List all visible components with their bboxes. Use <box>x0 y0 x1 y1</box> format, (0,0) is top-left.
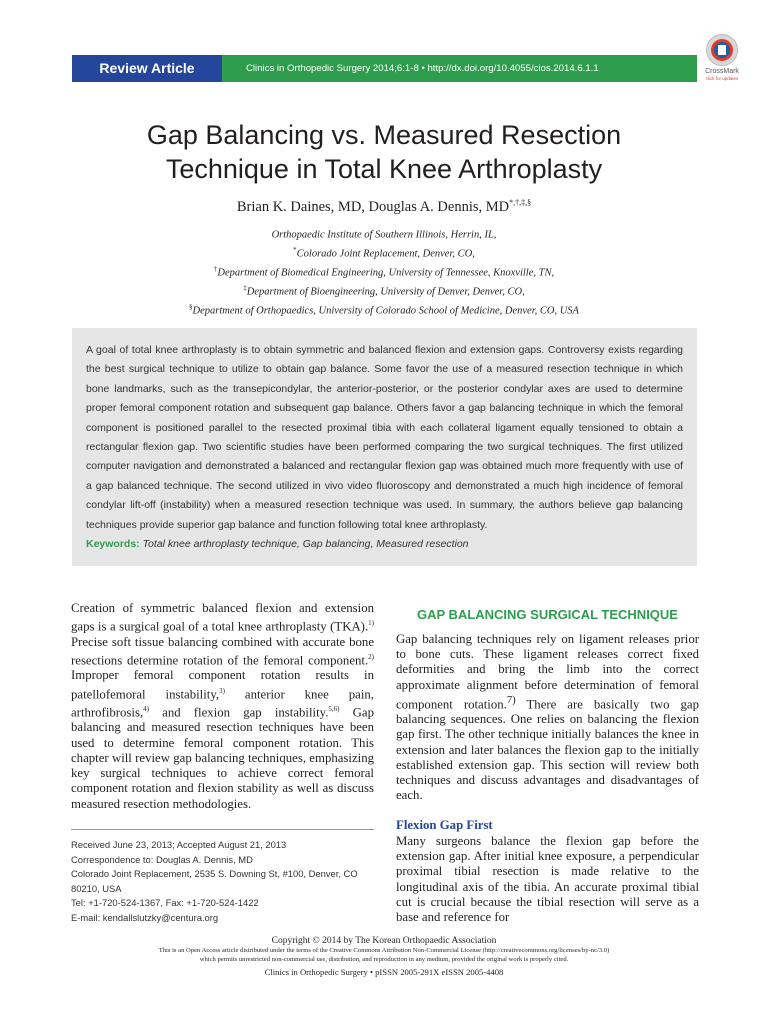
correspondence-email[interactable]: E-mail: kendallslutzky@centura.org <box>71 911 219 923</box>
section-paragraph: Gap balancing techniques rely on ligament releases prior to bone cuts. These ligament releases correct fixed deformities and bring the limb into the correct approximate alignment before determination of femoral component rotation.$^{7)}$ There are basically two gap balancing sequences. One relies on balancing the flexion gap first. The other technique initially balances the knee in extension and later balances the flexion gap to the initially established extension gap. This section will review both techniques and discuss advantages and disadvantages of each. <box>396 632 699 803</box>
correspondence-address: Colorado Joint Replacement, 2535 S. Downing St, #100, Denver, CO 80210, USA <box>71 868 358 894</box>
correspondence-name: Correspondence to: Douglas A. Dennis, MD <box>71 853 253 865</box>
crossmark-icon-mark <box>718 45 726 55</box>
title-line-1: Gap Balancing vs. Measured Resection <box>146 120 622 150</box>
intro-paragraph: Creation of symmetric balanced flexion and extension gaps is a surgical goal of a total knee arthroplasty (TKA).$^{1)}$ Precise soft tissue balancing combined with accurate bone resections determine rotation of the femoral component.$^{2)}$ Improper femoral component rotation results in patellofemoral instability,$^{3)}$ anterior knee pain, arthrofibrosis,$^{4)}$ and flexion gap instability.$^{5,6)}$ Gap balancing and measured resection techniques have been used to determine femoral component rotation. This chapter will review gap balancing techniques, emphasizing key surgical techniques to achieve correct femoral component rotation and flexion stability as well as discuss measured resection methodologies. <box>71 601 374 811</box>
footnote-divider <box>71 829 374 830</box>
abstract-box <box>72 328 697 566</box>
crossmark-sublabel: click for updates <box>705 76 739 81</box>
authors-affil-marks: *,†,‡,§ <box>509 198 532 207</box>
affiliation-line: †Department of Biomedical Engineering, University of Tennessee, Knoxville, TN, <box>213 265 555 279</box>
citation-ref: 7) <box>506 694 516 706</box>
authors-names: Brian K. Daines, MD, Douglas A. Dennis, MD <box>236 198 510 215</box>
journal-issn: Clinics in Orthopedic Surgery • pISSN 2005-291X eISSN 2005-4408 <box>264 967 504 978</box>
license-line-1: This is an Open Access article distributed under the terms of the Creative Commons Attribution Non-Commercial License (http://creativecommons.org/licenses/by-nc/3.0) <box>158 947 610 954</box>
subsection-paragraph: Many surgeons balance the flexion gap before the extension gap. After initial knee exposure, a perpendicular proximal tibial resection is made relative to the longitudinal axis of the tibia. An accurate proximal tibial cut is crucial because the tibial resection will serve as a base and reference for <box>396 834 699 925</box>
abstract-text: A goal of total knee arthroplasty is to obtain symmetric and balanced flexion and extension gaps. Controversy exists regarding the best surgical technique to utilize to obtain gap balance. Some favor the use of a measured resection technique in which bone landmarks, such as the transepicondylar, the anterior-posterior, or the posterior condylar axes are used to determine proper femoral component rotation and subsequent gap balance. Others favor a gap balancing technique in which the femoral component is positioned parallel to the resected proximal tibia with each collateral ligament equally tensioned to obtain a rectangular flexion gap. Two scientific studies have been performed comparing the two surgical techniques. The first utilized computer navigation and demonstrated a balanced and rectangular flexion gap was obtained much more frequently with use of a gap balanced technique. The second utilized in vivo video fluoroscopy and demonstrated a much high incidence of femoral condylar lift-off (instability) when a measured resection technique was used. In summary, the authors believe gap balancing techniques provide superior gap balance and function following total knee arthroplasty. <box>86 344 683 531</box>
keywords-line <box>86 535 683 554</box>
correspondence-footnote <box>71 838 374 925</box>
citation-ref: 5,6) <box>328 705 340 714</box>
affiliation-line: Orthopaedic Institute of Southern Illinois, Herrin, IL, <box>271 229 497 241</box>
received-dates: Received June 23, 2013; Accepted August 21, 2013 <box>71 839 287 850</box>
page-footer <box>60 935 708 978</box>
author-list <box>60 193 708 217</box>
article-title <box>60 118 708 186</box>
citation-text[interactable]: Clinics in Orthopedic Surgery 2014;6:1-8 • http://dx.doi.org/10.4055/cios.2014.6.1.1 <box>246 63 599 74</box>
license-line-2: which permits unrestricted non-commercial use, distribution, and reproduction in any medium, provided the original work is properly cited. <box>199 955 569 963</box>
citation-ref: 4) <box>143 705 149 714</box>
subsection-heading: Flexion Gap First <box>396 818 493 832</box>
affiliation-line: §Department of Orthopaedics, University of Colorado School of Medicine, Denver, CO, USA <box>189 303 579 317</box>
article-type-label: Review Article <box>72 55 222 82</box>
crossmark-label: CrossMark <box>705 68 739 75</box>
citation-ref: 2) <box>368 652 374 661</box>
affiliation-line: ‡Department of Bioengineering, University of Denver, Denver, CO, <box>243 284 525 298</box>
title-line-2: Technique in Total Knee Arthroplasty <box>165 154 603 184</box>
crossmark-badge[interactable] <box>704 34 740 90</box>
affiliations <box>60 224 708 319</box>
keywords-list: Total knee arthroplasty technique, Gap balancing, Measured resection <box>142 538 469 551</box>
citation-ref: 1) <box>368 619 374 628</box>
affiliation-line: *Colorado Joint Replacement, Denver, CO, <box>293 246 475 260</box>
copyright-line: Copyright © 2014 by The Korean Orthopaedic Association <box>271 936 497 946</box>
keywords-label: Keywords: <box>86 538 140 551</box>
section-heading: GAP BALANCING SURGICAL TECHNIQUE <box>417 607 678 622</box>
citation-ref: 3) <box>219 686 225 695</box>
correspondence-phone: Tel: +1-720-524-1367, Fax: +1-720-524-1422 <box>71 897 259 908</box>
